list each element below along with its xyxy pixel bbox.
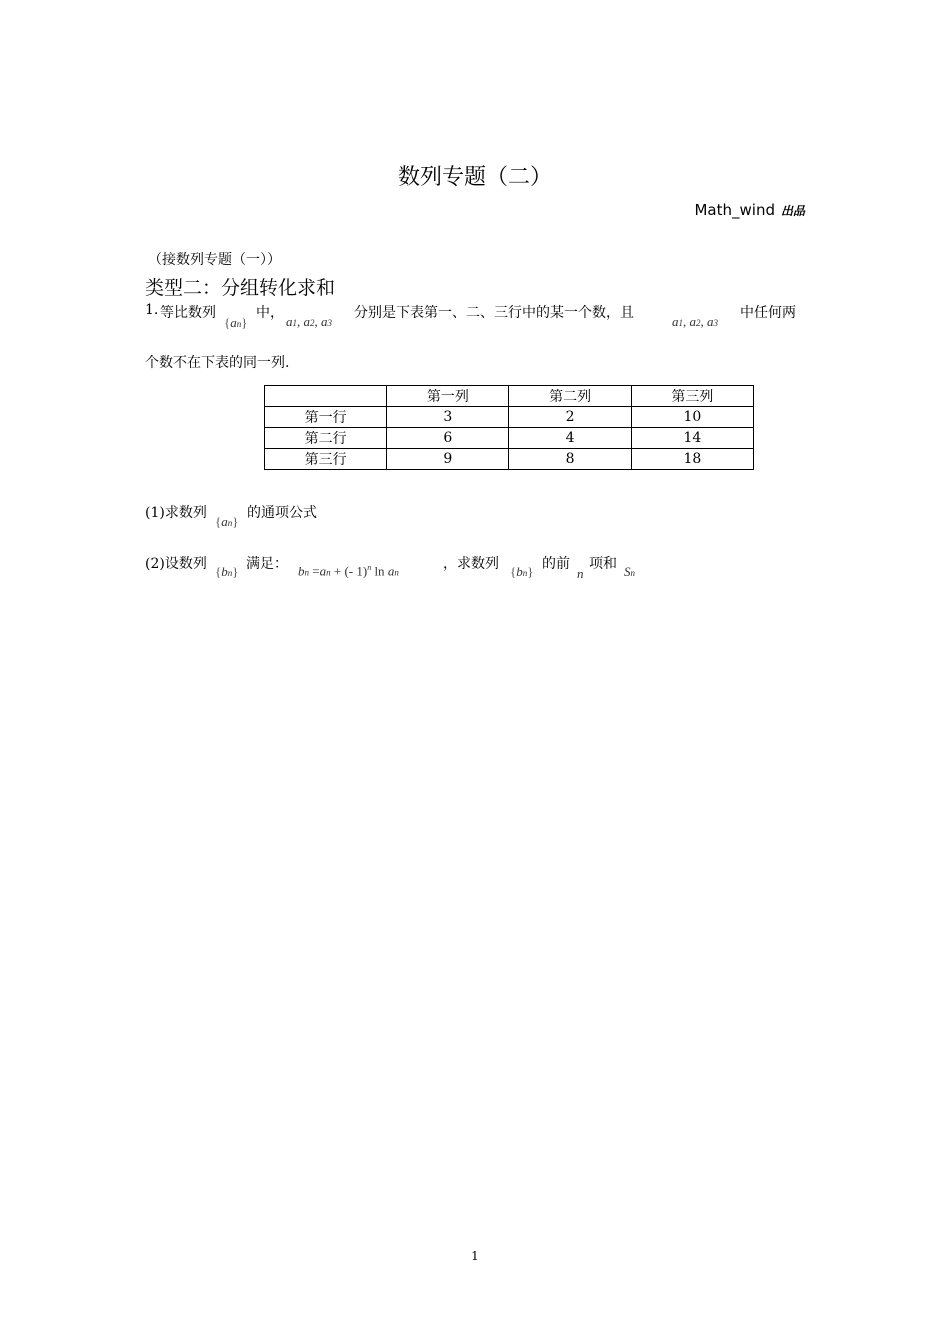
table-cell: 第三行 <box>265 449 387 470</box>
problem-text-4: 中任何两 <box>740 305 796 321</box>
seq-a-braces: {an} <box>215 514 239 529</box>
table-header-cell <box>265 386 387 407</box>
problem-text-3: 分别是下表第一、二、三行中的某一个数，且 <box>354 305 634 321</box>
q2-text-4: 项和 <box>589 556 617 572</box>
problem-number: 1. <box>145 302 159 318</box>
table-cell: 14 <box>631 428 753 449</box>
table-cell: 2 <box>509 407 631 428</box>
sum-sn: Sn <box>624 564 635 579</box>
table-header-cell: 第三列 <box>631 386 753 407</box>
data-table <box>264 385 754 470</box>
section-heading: 类型二：分组转化求和 <box>145 277 336 299</box>
page-number: 1 <box>471 1249 479 1263</box>
table-cell: 8 <box>509 449 631 470</box>
table-cell: 6 <box>387 428 509 449</box>
problem-text-1: 等比数列 <box>160 305 216 321</box>
page-title: 数列专题（二） <box>397 165 552 190</box>
table-cell: 3 <box>387 407 509 428</box>
bn-formula: bn =an + (- 1)$^n$ ln an <box>298 563 399 579</box>
seq-b-braces: {bn} <box>215 564 239 579</box>
intro-note: （接数列专题（一）） <box>148 252 281 268</box>
table-header-row <box>265 386 754 407</box>
q2-label: (2)设数列 <box>145 556 207 572</box>
q1-text: 的通项公式 <box>247 505 317 521</box>
seq-a-braces: {an} <box>224 315 248 330</box>
table-cell: 第二行 <box>265 428 387 449</box>
table-header-cell: 第二列 <box>509 386 631 407</box>
n-variable: n <box>577 566 584 581</box>
problem-1-line-2: 个数不在下表的同一列. <box>145 355 290 371</box>
author-name: Math_wind <box>694 201 775 219</box>
q2-text-1: 满足： <box>246 556 288 572</box>
q2-text-3: 的前 <box>542 556 570 572</box>
table-cell: 18 <box>631 449 753 470</box>
table-header-cell: 第一列 <box>387 386 509 407</box>
table-row <box>265 449 754 470</box>
terms-a1-a2-a3-second: a1, a2, a3 <box>672 314 718 329</box>
seq-b-braces: {bn} <box>510 564 534 579</box>
table-cell: 9 <box>387 449 509 470</box>
table-cell: 10 <box>631 407 753 428</box>
table-cell: 4 <box>509 428 631 449</box>
table-row <box>265 428 754 449</box>
terms-a1-a2-a3-first: a1, a2, a3 <box>286 314 332 329</box>
table-cell: 第一行 <box>265 407 387 428</box>
author-brand: 出品 <box>780 204 805 218</box>
author-line <box>694 201 805 219</box>
table-row <box>265 407 754 428</box>
q2-text-2: ，求数列 <box>443 556 499 572</box>
problem-text-2: 中， <box>256 305 284 321</box>
q1-label: (1)求数列 <box>145 505 207 521</box>
